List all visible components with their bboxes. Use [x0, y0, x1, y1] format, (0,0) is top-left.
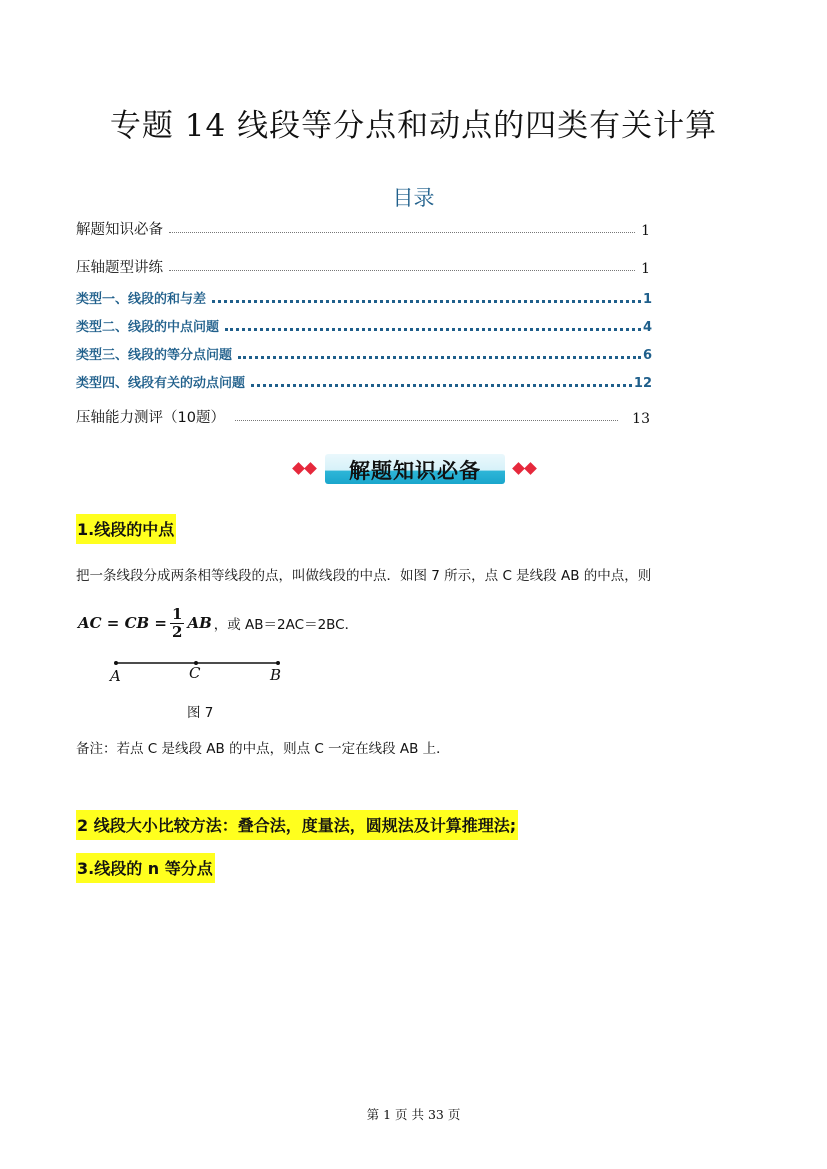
diamond-icon [292, 462, 305, 475]
toc-item-label: 压轴能力测评（10题） [76, 410, 225, 426]
point-a-dot [114, 661, 118, 665]
toc-item-page: 1 [642, 292, 652, 307]
toc-leader [212, 299, 641, 303]
point-a-label: A [110, 667, 121, 685]
section-heading-midpoint: 1.线段的中点 [76, 514, 176, 544]
formula-fraction [170, 606, 184, 641]
page-title: 专题 14 线段等分点和动点的四类有关计算 [109, 108, 718, 144]
toc-item-page: 1 [641, 261, 650, 277]
diamond-icon [524, 462, 537, 475]
fraction-denominator: 2 [172, 622, 183, 641]
toc-item-type4[interactable] [76, 372, 652, 391]
toc-item-label: 类型四、线段有关的动点问题 [76, 376, 246, 391]
point-b-dot [276, 661, 280, 665]
toc-item-label: 类型一、线段的和与差 [76, 292, 207, 307]
toc-leader [225, 327, 641, 331]
toc-item-label: 类型二、线段的中点问题 [76, 320, 220, 335]
diamond-icon [512, 462, 525, 475]
toc-item-page: 1 [641, 223, 650, 239]
section-heading-n-division: 3.线段的 n 等分点 [76, 853, 215, 883]
midpoint-formula [78, 603, 358, 643]
midpoint-note: 备注：若点 C 是线段 AB 的中点，则点 C 一定在线段 AB 上． [76, 741, 450, 757]
figure-caption: 图 7 [187, 705, 214, 721]
formula-tail: ，或 AB＝2AC＝2BC． [213, 617, 359, 633]
toc-item-label: 解题知识必备 [76, 222, 163, 238]
toc-leader [169, 269, 635, 271]
toc-item-page: 6 [642, 348, 652, 363]
fraction-numerator: 1 [172, 604, 183, 623]
formula-right: AB [187, 614, 212, 632]
toc-item-type2[interactable] [76, 316, 652, 335]
toc-item-type3[interactable] [76, 344, 652, 363]
toc-heading: 目录 [392, 186, 435, 210]
page-footer: 第 1 页 共 33 页 [366, 1107, 461, 1122]
toc-item-page: 12 [633, 376, 652, 391]
midpoint-definition: 把一条线段分成两条相等线段的点，叫做线段的中点．如图 7 所示，点 C 是线段 AB 的中点，则 [76, 568, 652, 584]
point-b-label: B [270, 666, 282, 684]
toc-item-assessment[interactable] [76, 406, 652, 427]
toc-item-label: 压轴题型讲练 [76, 260, 163, 276]
segment-line [108, 656, 293, 670]
section-heading-comparison: 2 线段大小比较方法：叠合法，度量法，圆规法及计算推理法; [76, 810, 518, 840]
toc-item-page: 13 [632, 411, 650, 427]
segment-figure [108, 655, 293, 674]
banner-label: 解题知识必备 [349, 459, 481, 483]
toc-leader [251, 383, 632, 387]
toc-item-type1[interactable] [76, 288, 652, 307]
toc-leader [169, 231, 635, 233]
toc-leader [238, 355, 641, 359]
toc-leader [235, 419, 618, 421]
toc-item-page: 4 [642, 320, 652, 335]
formula-left: AC = CB = [78, 614, 167, 632]
toc-item-knowledge[interactable] [76, 218, 652, 239]
point-c-label: C [189, 664, 201, 682]
section-banner [290, 452, 540, 488]
toc-item-label: 类型三、线段的等分点问题 [76, 348, 233, 363]
toc-item-practice[interactable] [76, 256, 652, 277]
diamond-icon [304, 462, 317, 475]
